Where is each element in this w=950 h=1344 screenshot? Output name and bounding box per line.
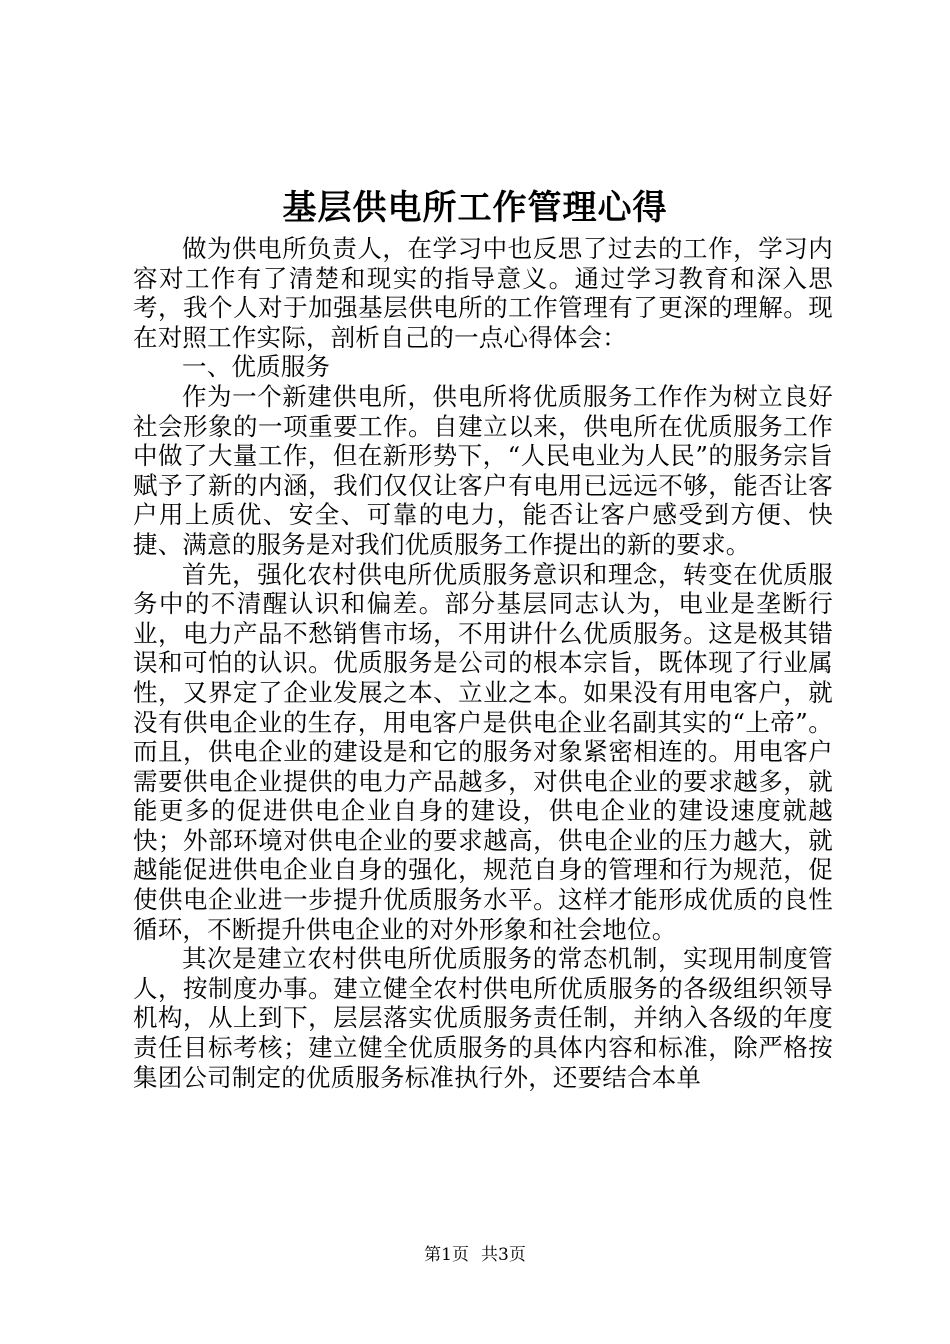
section-heading-quality-service: 一、优质服务 — [182, 352, 331, 382]
paragraph-first-point: 首先，强化农村供电所优质服务意识和理念，转变在优质服务中的不清醒认识和偏差。部分基层同志认为，电业是垄断行业，电力产品不愁销售市场，不用讲什么优质服务。这是极其错误和可怕的认识。优质服务是公司的根本宗旨，既体现了行业属性，又界定了企业发展之本、立业之本。如果没有用电客户，就没有供电企业的生存，用电客户是供电企业名副其实的“上帝”。而且，供电企业的建设是和它的服务对象紧密相连的。用电客户需要供电企业提供的电力产品越多，对供电企业的要求越多，就能更多的促进供电企业自身的建设，供电企业的建设速度就越快；外部环境对供电企业的要求越高，供电企业的压力越大，就越能促进供电企业自身的强化，规范自身的管理和行为规范，促使供电企业进一步提升优质服务水平。这样才能形成优质的良性循环，不断提升供电企业的对外形象和社会地位。 — [133, 559, 833, 944]
page-number: 第1页 — [424, 1245, 469, 1265]
paragraph-second-point: 其次是建立农村供电所优质服务的常态机制，实现用制度管人，按制度办事。建立健全农村供电所优质服务的各级组织领导机构，从上到下，层层落实优质服务责任制，并纳入各级的年度责任目标考核；建立健全优质服务的具体内容和标准，除严格按集团公司制定的优质服务标准执行外，还要结合本单 — [133, 944, 833, 1092]
page-footer — [0, 1244, 950, 1266]
document-title: 基层供电所工作管理心得 — [282, 188, 668, 228]
page-total: 共3页 — [481, 1245, 526, 1265]
document-body — [133, 234, 833, 1092]
paragraph-quality-service: 作为一个新建供电所，供电所将优质服务工作作为树立良好社会形象的一项重要工作。自建立以来，供电所在优质服务工作中做了大量工作，但在新形势下，“人民电业为人民”的服务宗旨赋予了新的内涵，我们仅仅让客户有电用已远远不够，能否让客户用上质优、安全、可靠的电力，能否让客户感受到方便、快捷、满意的服务是对我们优质服务工作提出的新的要求。 — [133, 381, 833, 559]
paragraph-intro: 做为供电所负责人，在学习中也反思了过去的工作，学习内容对工作有了清楚和现实的指导意义。通过学习教育和深入思考，我个人对于加强基层供电所的工作管理有了更深的理解。现在对照工作实际，剖析自己的一点心得体会： — [133, 234, 833, 352]
